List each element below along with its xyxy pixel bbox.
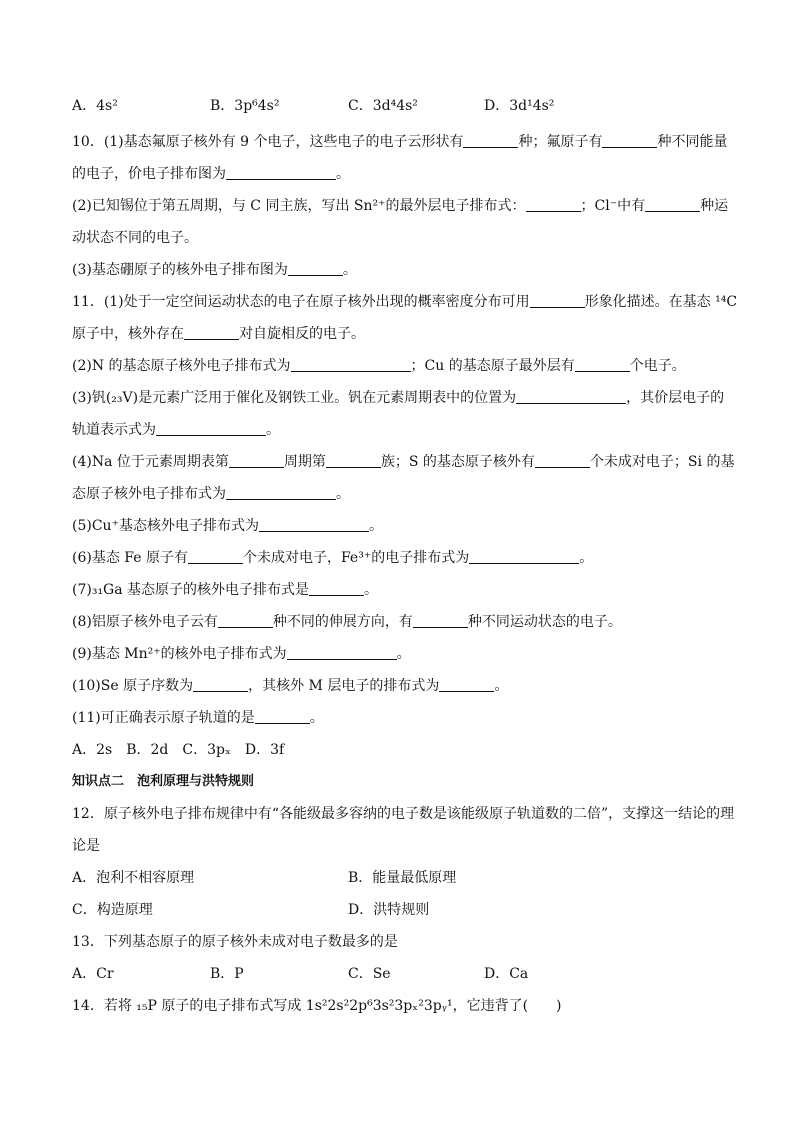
answer-blank[interactable] — [255, 708, 310, 724]
q11-text: 种不同的伸展方向，有 — [272, 614, 413, 630]
answer-blank[interactable] — [288, 260, 343, 276]
answer-blank[interactable] — [469, 548, 579, 564]
q11-text: 族；S 的基态原子核外有 — [380, 454, 535, 470]
q10-text: (2)已知锡位于第五周期，与 C 同主族，写出 Sn²⁺的最外层电子排布式： — [72, 198, 526, 214]
q11-text: 。 — [494, 678, 509, 694]
q11-text: (9)基态 Mn²⁺的核外电子排布式为 — [72, 646, 287, 662]
q11-text: 个未成对电子；Si 的基 — [589, 454, 735, 470]
q11-text: 。 — [336, 486, 350, 502]
q11-line-1 — [72, 292, 737, 312]
answer-blank[interactable] — [287, 644, 397, 660]
answer-blank[interactable] — [193, 676, 248, 692]
q11-text: 态原子核外电子排布式为 — [72, 486, 226, 502]
q10-text: 种；氟原子有 — [518, 134, 603, 150]
q11-line-13 — [72, 676, 508, 696]
q9-option-c[interactable]: C．3d⁴4s² — [348, 98, 418, 114]
q11-text: (11)可正确表示原子轨道的是 — [72, 710, 255, 726]
q11-line-12 — [72, 644, 411, 664]
answer-blank[interactable] — [413, 612, 468, 628]
answer-blank[interactable] — [184, 324, 239, 340]
q11-text: 。 — [396, 646, 411, 662]
q11-text: 。 — [309, 710, 324, 726]
answer-blank[interactable] — [645, 196, 700, 212]
q11-text: 轨道表示式为 — [72, 422, 156, 438]
answer-blank[interactable] — [530, 292, 585, 308]
q10-text: 种不同能量 — [657, 134, 728, 150]
q11-text: 个未成对电子，Fe³⁺的电子排布式为 — [242, 550, 470, 566]
q14-stem: 14．若将 ₁₅P 原子的电子排布式写成 1s²2s²2p⁶3s²3pₓ²3pᵧ¹，它违背了( ) — [72, 998, 562, 1014]
answer-blank[interactable] — [516, 388, 626, 404]
answer-blank[interactable] — [188, 548, 243, 564]
q10-line-2 — [72, 164, 350, 184]
q11-text: (8)铝原子核外电子云有 — [72, 614, 218, 630]
q10-text: 的电子，价电子排布图为 — [72, 166, 226, 182]
q11-line-9 — [72, 548, 593, 568]
answer-blank[interactable] — [309, 580, 364, 596]
q11-text: (2)N 的基态原子核外电子排布式为 — [72, 358, 291, 374]
answer-blank[interactable] — [326, 452, 381, 468]
q9-option-a[interactable]: A．4s² — [72, 98, 118, 114]
q13-stem: 13．下列基态原子的原子核外未成对电子数最多的是 — [72, 934, 398, 950]
q9-option-b[interactable]: B．3p⁶4s² — [210, 98, 280, 114]
q11-text: ，其核外 M 层电子的排布式为 — [248, 678, 440, 694]
q10-text: 种运 — [700, 198, 729, 214]
answer-blank[interactable] — [226, 164, 336, 180]
q11-line-11 — [72, 612, 622, 632]
q11-text: 。 — [266, 422, 280, 438]
q12-option-b[interactable]: B．能量最低原理 — [348, 870, 457, 886]
q11-text: 种不同运动状态的电子。 — [467, 614, 622, 630]
answer-blank[interactable] — [156, 420, 266, 436]
q12-option-a[interactable]: A．泡利不相容原理 — [72, 870, 195, 886]
q11-line-3 — [72, 356, 686, 376]
q10-line-4: 动状态不同的电子。 — [72, 230, 198, 246]
q10-text: 10．(1)基态氟原子核外有 9 个电子，这些电子的电子云形状有 — [72, 134, 464, 150]
q13-option-a[interactable]: A．Cr — [72, 966, 114, 982]
q10-line-3 — [72, 196, 728, 216]
q11-line-14 — [72, 708, 324, 728]
q11-line-6 — [72, 452, 734, 472]
q11-text: 个电子。 — [629, 358, 686, 374]
q11-text: 。 — [368, 518, 383, 534]
q11-line-10 — [72, 580, 378, 600]
q11-text: 11．(1)处于一定空间运动状态的电子在原子核外出现的概率密度分布可用 — [72, 294, 530, 310]
answer-blank[interactable] — [259, 516, 369, 532]
q11-line-7 — [72, 484, 350, 504]
answer-blank[interactable] — [463, 132, 518, 148]
q13-option-c[interactable]: C．Se — [348, 966, 391, 982]
q10-text: ；Cl⁻中有 — [580, 198, 646, 214]
q11-text: 周期第 — [283, 454, 326, 470]
q12-stem-line-1: 12．原子核外电子排布规律中有“各能级最多容纳的电子数是该能级原子轨道数的二倍”，支撑这一结论的理 — [72, 806, 735, 822]
q11-text: 。 — [579, 550, 594, 566]
q11-text: ；Cu 的基态原子最外层有 — [410, 358, 575, 374]
answer-blank[interactable] — [226, 484, 336, 500]
q11-text: 。 — [364, 582, 379, 598]
q13-option-b[interactable]: B．P — [210, 966, 244, 982]
q11-text: 对自旋相反的电子。 — [239, 326, 365, 342]
section-title: 知识点二 泡利原理与洪特规则 — [72, 774, 255, 789]
answer-blank[interactable] — [291, 356, 411, 372]
answer-blank[interactable] — [535, 452, 590, 468]
q11-line-5 — [72, 420, 280, 440]
q11-text: (4)Na 位于元素周期表第 — [72, 454, 229, 470]
q11-text: ，其价层电子的 — [626, 390, 725, 406]
answer-blank[interactable] — [439, 676, 494, 692]
q10-text: 。 — [342, 262, 357, 278]
answer-blank[interactable] — [602, 132, 657, 148]
q11-text: (10)Se 原子序数为 — [72, 678, 194, 694]
q11-options[interactable]: A．2s B．2d C．3pₓ D．3f — [72, 742, 285, 758]
q11-text: (6)基态 Fe 原子有 — [72, 550, 188, 566]
q11-text: 原子中，核外存在 — [72, 326, 184, 342]
q10-text: (3)基态硼原子的核外电子排布图为 — [72, 262, 288, 278]
q10-line-1 — [72, 132, 727, 152]
q11-line-4 — [72, 388, 724, 408]
q11-line-2 — [72, 324, 365, 344]
q12-option-c[interactable]: C．构造原理 — [72, 902, 153, 918]
q12-stem-line-2: 论是 — [72, 838, 100, 854]
q10-line-5 — [72, 260, 357, 280]
q11-line-8 — [72, 516, 383, 536]
q13-option-d[interactable]: D．Ca — [484, 966, 529, 982]
q9-option-d[interactable]: D．3d¹4s² — [484, 98, 555, 114]
answer-blank[interactable] — [229, 452, 284, 468]
q11-text: (7)₃₁Ga 基态原子的核外电子排布式是 — [72, 582, 310, 598]
answer-blank[interactable] — [575, 356, 630, 372]
q11-text: (3)钒(₂₃V)是元素广泛用于催化及钢铁工业。钒在元素周期表中的位置为 — [72, 390, 517, 406]
answer-blank[interactable] — [526, 196, 581, 212]
q10-text: 。 — [336, 166, 350, 182]
answer-blank[interactable] — [218, 612, 273, 628]
q11-text: 形象化描述。在基态 ¹⁴C — [584, 294, 738, 310]
q11-text: (5)Cu⁺基态核外电子排布式为 — [72, 518, 259, 534]
q12-option-d[interactable]: D．洪特规则 — [348, 902, 430, 918]
